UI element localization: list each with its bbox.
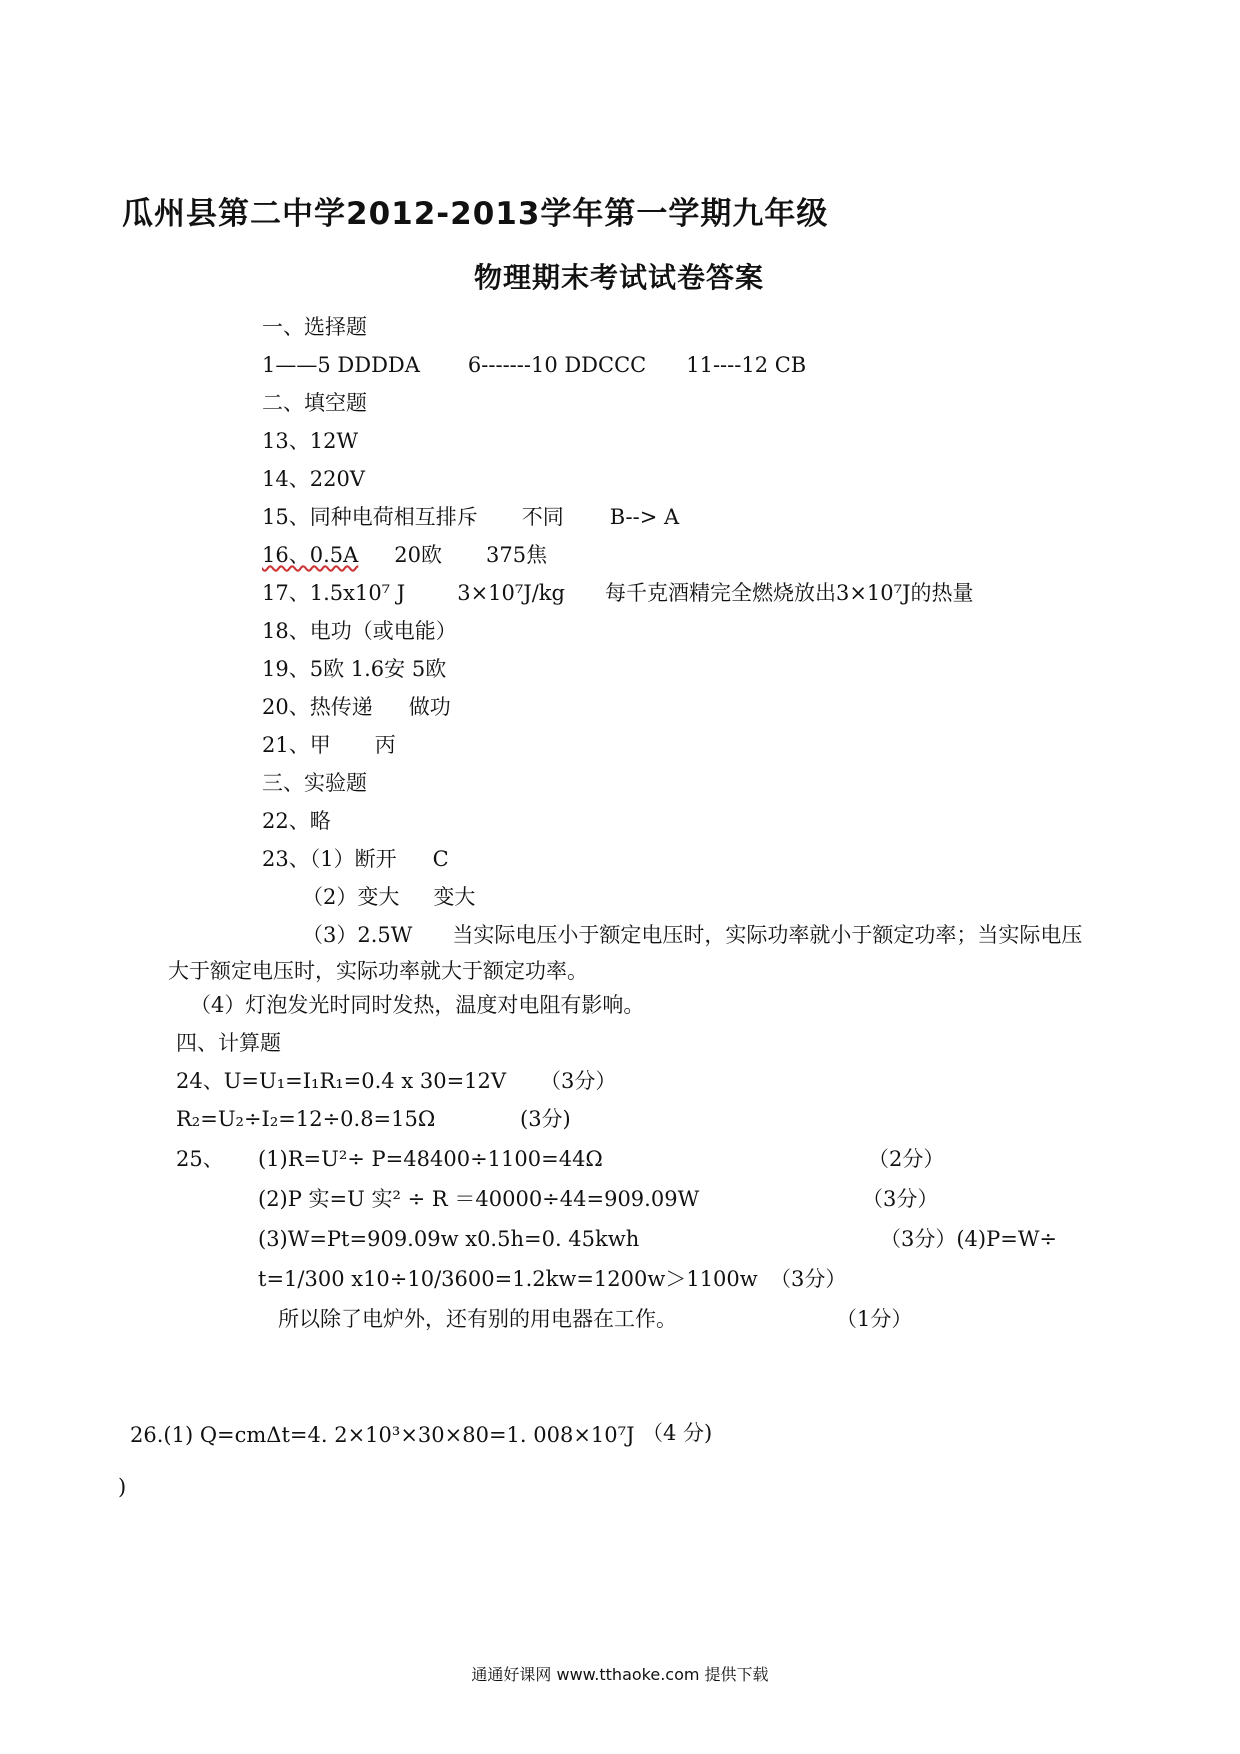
section-experiment-heading: 三、实验题 [262, 771, 367, 795]
answer-16-part-3: 375焦 [486, 543, 548, 567]
answer-25-2: (2)P 实=U 实² ÷ R ＝40000÷44=909.09W [258, 1187, 700, 1211]
answer-15-part-1: 15、同种电荷相互排斥 [262, 505, 478, 529]
answer-16-part-2: 20欧 [394, 543, 443, 567]
answer-21-part-2: 丙 [374, 733, 396, 757]
answer-25-number: 25、 [176, 1147, 224, 1171]
answer-20-part-2: 做功 [408, 695, 451, 719]
answer-25-4: t=1/300 x10÷10/3600=1.2kw=1200w＞1100w [258, 1267, 758, 1291]
answer-23-3 [302, 922, 1082, 948]
answer-25-4-score: （3分） [770, 1267, 847, 1291]
answer-17-part-1: 17、1.5x10⁷ J [262, 581, 406, 605]
answer-23-2 [302, 884, 475, 910]
answer-20 [262, 694, 451, 720]
answer-25-1-score: （2分） [868, 1147, 945, 1171]
answer-19: 19、5欧 1.6安 5欧 [262, 657, 447, 681]
answer-18: 18、电功（或电能） [262, 619, 457, 643]
answer-17-part-2: 3×10⁷J/kg [457, 581, 565, 605]
answer-23-3-part-2: 当实际电压小于额定电压时，实际功率就小于额定功率；当实际电压 [452, 923, 1083, 947]
answer-16 [262, 542, 547, 568]
section-fill-heading: 二、填空题 [262, 391, 367, 415]
answer-26-1-score: （4 分) [642, 1421, 713, 1445]
answer-23-3-part-1: （3）2.5W [302, 923, 413, 947]
answer-14: 14、220V [262, 467, 365, 491]
choice-answers-1-5: 1——5 DDDDA [262, 353, 420, 377]
answer-26-closing-paren: ) [118, 1475, 127, 1499]
footer-source: 通通好课网 www.tthaoke.com 提供下载 [471, 1665, 769, 1684]
answer-21 [262, 732, 396, 758]
answer-17 [262, 580, 973, 606]
answer-20-part-1: 20、热传递 [262, 695, 373, 719]
answer-24-line-1-score: （3分） [540, 1069, 617, 1093]
answer-13: 13、12W [262, 429, 359, 453]
choice-answers [262, 352, 806, 378]
answer-24-line-2-score: (3分) [520, 1107, 571, 1131]
answer-25-5-score: （1分） [836, 1307, 913, 1331]
answer-25-5: 所以除了电炉外，还有别的用电器在工作。 [278, 1307, 677, 1331]
answer-16-part-1: 16、0.5A [262, 543, 359, 567]
title-line-2: 物理期末考试试卷答案 [474, 261, 765, 294]
answer-25-1: (1)R=U²÷ P=48400÷1100=44Ω [258, 1147, 603, 1171]
choice-answers-6-10: 6-------10 DDCCC [467, 353, 647, 377]
answer-25-3: (3)W=Pt=909.09w x0.5h=0. 45kwh [258, 1227, 640, 1251]
answer-17-part-3: 每千克酒精完全燃烧放出3×10⁷J的热量 [604, 581, 974, 605]
answer-23-2-part-1: （2）变大 [302, 885, 400, 909]
answer-26-1: 26.(1) Q=cmΔt=4. 2×10³×30×80=1. 008×10⁷J [130, 1423, 635, 1447]
answer-23-3-continued: 大于额定电压时，实际功率就大于额定功率。 [168, 959, 588, 983]
section-calc-heading: 四、计算题 [176, 1031, 281, 1055]
answer-25-3-score: （3分）(4)P=W÷ [880, 1227, 1058, 1251]
answer-21-part-1: 21、甲 [262, 733, 331, 757]
answer-23-1-part-1: 23、（1）断开 [262, 847, 397, 871]
answer-15-part-2: 不同 [521, 505, 564, 529]
answer-24-line-2: R₂=U₂÷I₂=12÷0.8=15Ω [176, 1107, 436, 1131]
answer-15 [262, 504, 679, 530]
answer-22: 22、略 [262, 809, 331, 833]
answer-23-2-part-2: 变大 [433, 885, 476, 909]
answer-23-4: （4）灯泡发光时同时发热，温度对电阻有影响。 [190, 993, 645, 1017]
section-choice-heading: 一、选择题 [262, 315, 367, 339]
choice-answers-11-12: 11----12 CB [686, 353, 807, 377]
title-line-1: 瓜州县第二中学2012-2013学年第一学期九年级 [122, 196, 829, 232]
answer-25-2-score: （3分） [862, 1187, 939, 1211]
answer-15-part-3: B--> A [609, 505, 680, 529]
answer-23-1-part-2: C [432, 847, 449, 871]
answer-24-line-1: 24、U=U₁=I₁R₁=0.4 x 30=12V [176, 1069, 507, 1093]
answer-23-1 [262, 846, 449, 872]
